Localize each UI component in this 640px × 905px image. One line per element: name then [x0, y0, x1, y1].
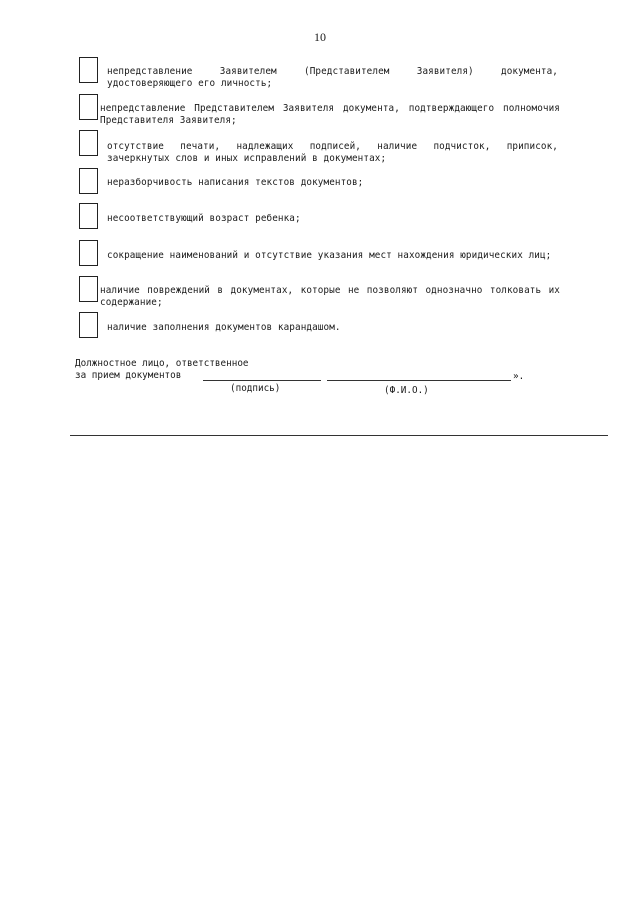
- item-5-text: несоответствующий возраст ребенка;: [107, 213, 301, 224]
- checkbox-item-1[interactable]: [79, 57, 98, 83]
- checkbox-item-8[interactable]: [79, 312, 98, 338]
- item-8-text: наличие заполнения документов карандашом.: [107, 322, 341, 333]
- item-1-text: непредставление Заявителем (Представителем Заявителя) документа, удостоверяющего его личность;: [107, 66, 558, 89]
- item-4-text: неразборчивость написания текстов документов;: [107, 177, 364, 188]
- official-label: Должностное лицо, ответственное: [75, 358, 249, 369]
- item-6-text: сокращение наименований и отсутствие указания мест нахождения юридических лиц;: [107, 250, 552, 261]
- checkbox-item-2[interactable]: [79, 94, 98, 120]
- checkbox-item-5[interactable]: [79, 203, 98, 229]
- item-3-text: отсутствие печати, надлежащих подписей, наличие подчисток, приписок, зачеркнутых слов и иных исправлений в документах;: [107, 141, 558, 164]
- item-7-text: наличие повреждений в документах, которые не позволяют однозначно толковать их содержание;: [100, 285, 560, 308]
- reception-label: за прием документов: [75, 370, 182, 381]
- checkbox-item-3[interactable]: [79, 130, 98, 156]
- horizontal-divider: [70, 435, 608, 436]
- signature-caption: (подпись): [230, 383, 281, 394]
- name-line[interactable]: [327, 380, 511, 381]
- page-number: 10: [314, 30, 326, 44]
- signature-line[interactable]: [203, 380, 321, 381]
- checkbox-item-6[interactable]: [79, 240, 98, 266]
- name-caption: (Ф.И.О.): [384, 385, 429, 396]
- checkbox-item-4[interactable]: [79, 168, 98, 194]
- item-2-text: непредставление Представителем Заявителя документа, подтверждающего полномочия Представителя Заявителя;: [100, 103, 560, 126]
- checkbox-item-7[interactable]: [79, 276, 98, 302]
- closing-quote: ».: [513, 371, 525, 382]
